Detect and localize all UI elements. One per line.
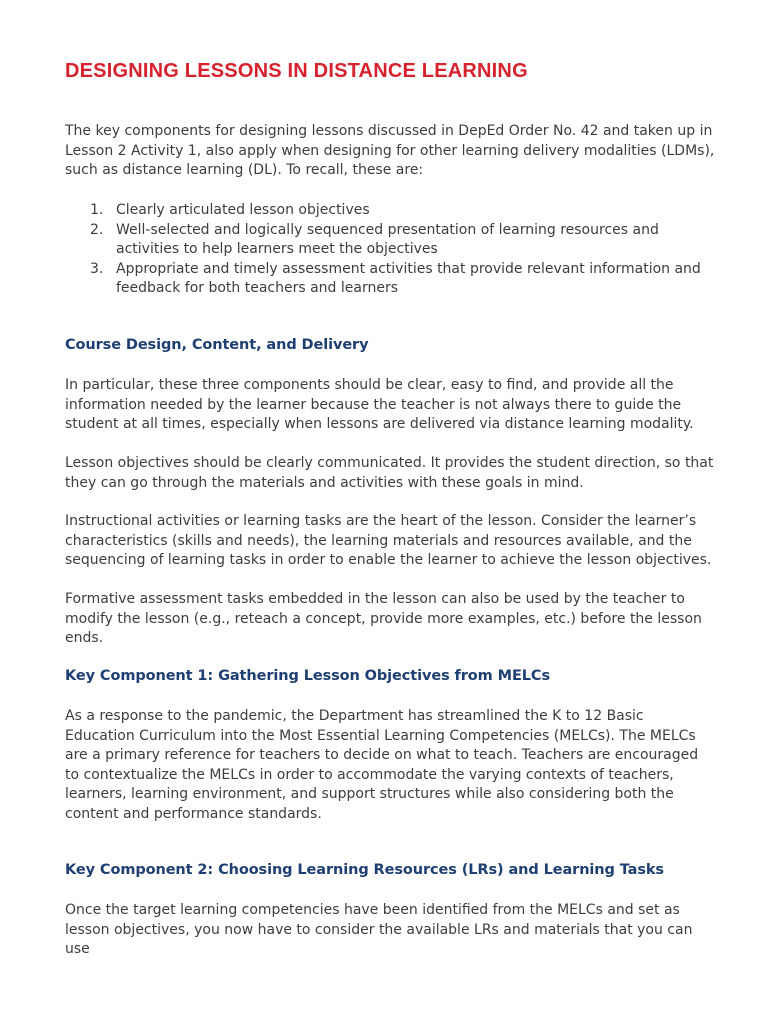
body-paragraph: As a response to the pandemic, the Department has streamlined the K to 12 Basic Education Curriculum into the Most Essential Learning Competencies (MELCs). The MELCs are a primary reference for teachers to decide on what to teach. Teachers are encouraged to contextualize the MELCs in order to accommodate the varying contexts of teachers, learners, learning environment, and support structures while also considering both the content and performance standards. [65, 708, 699, 822]
list-item [65, 201, 715, 221]
body-paragraph: Once the target learning competencies have been identified from the MELCs and set as lesson objectives, you now have to consider the available LRs and materials that you can use [65, 902, 693, 957]
section-heading-course-design: Course Design, Content, and Delivery [65, 337, 369, 353]
list-item-number: 1. [90, 202, 104, 218]
list-item-text: Appropriate and timely assessment activities that provide relevant information and feedback for both teachers and learners [116, 260, 701, 296]
list-item-text: Well-selected and logically sequenced presentation of learning resources and activities to help learners meet the objectives [116, 221, 659, 257]
list-item [65, 260, 715, 299]
section-heading-key-component-1: Key Component 1: Gathering Lesson Objectives from MELCs [65, 668, 550, 684]
section-heading-key-component-2: Key Component 2: Choosing Learning Resources (LRs) and Learning Tasks [65, 862, 664, 878]
body-paragraph: In particular, these three components should be clear, easy to find, and provide all the information needed by the learner because the teacher is not always there to guide the student at all times, especially when lessons are delivered via distance learning modality. [65, 377, 694, 432]
intro-paragraph: The key components for designing lessons discussed in DepEd Order No. 42 and taken up in Lesson 2 Activity 1, also apply when designing for other learning delivery modalities (LDMs), such as distance learning (DL). To recall, these are: [65, 123, 715, 178]
list-item-number: 2. [90, 221, 104, 238]
list-item-number: 3. [90, 260, 104, 277]
key-components-list [65, 201, 715, 299]
list-item-text: Clearly articulated lesson objectives [116, 202, 370, 218]
body-paragraph: Instructional activities or learning tasks are the heart of the lesson. Consider the learner’s characteristics (skills and needs), the learning materials and resources available, and the sequencing of learning tasks in order to enable the learner to achieve the lesson objectives. [65, 513, 712, 568]
list-item [65, 221, 715, 260]
body-paragraph: Formative assessment tasks embedded in the lesson can also be used by the teacher to modify the lesson (e.g., reteach a concept, provide more examples, etc.) before the lesson ends. [65, 591, 702, 646]
body-paragraph: Lesson objectives should be clearly communicated. It provides the student direction, so that they can go through the materials and activities with these goals in mind. [65, 455, 714, 491]
page-title: DESIGNING LESSONS IN DISTANCE LEARNING [65, 60, 528, 82]
